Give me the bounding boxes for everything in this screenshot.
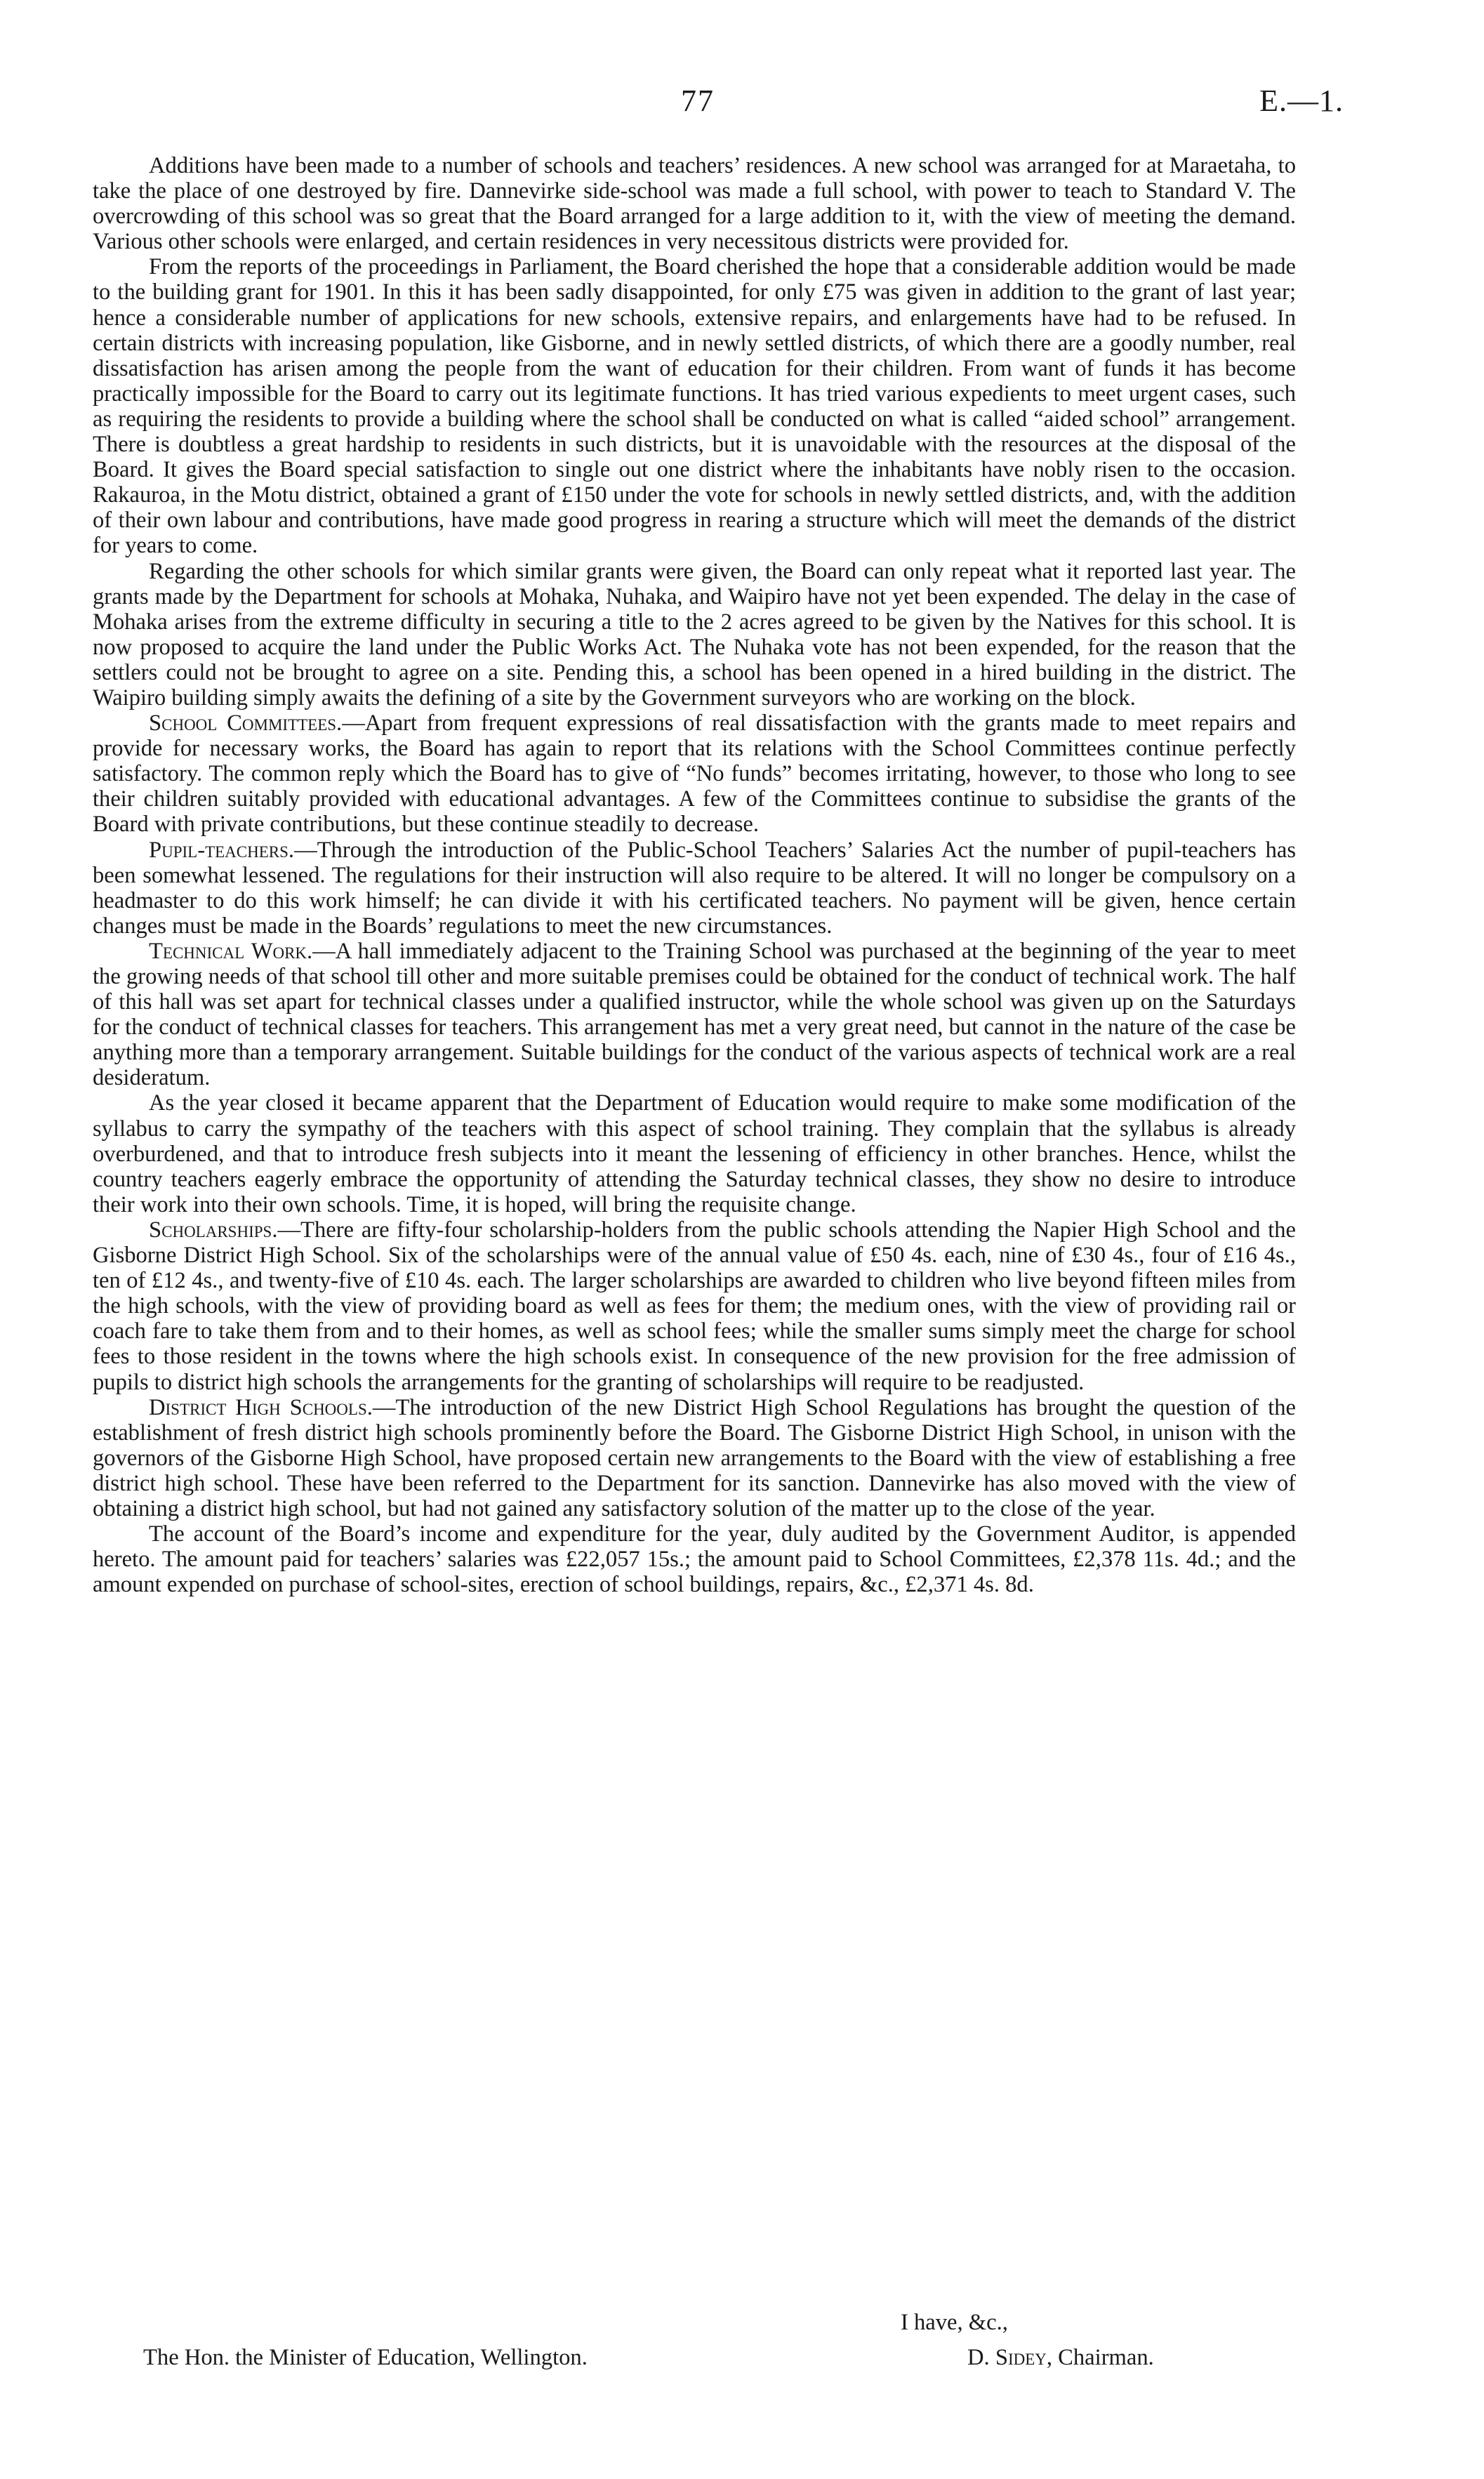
section-heading-scholarships: Scholarships.	[149, 1217, 278, 1243]
paragraph-technical-work: Technical Work.—A hall immediately adjacent to the Training School was purchased at the beginning of the year to meet the growing needs of that school till other and more suitable premises could be obtained for the conduct of technical work. The half of this hall was set apart for technical classes under a qualified instructor, while the whole school was given up on the Saturdays for the conduct of technical classes for teachers. This arrangement has met a very great need, but cannot in the nature of the case be anything more than a temporary arrangement. Suitable buildings for the conduct of the various aspects of technical work are a real desideratum.	[93, 938, 1296, 1091]
signer	[967, 2345, 1154, 2371]
paragraph-other-schools: Regarding the other schools for which similar grants were given, the Board can only repeat what it reported last year. The grants made by the Department for schools at Mohaka, Nuhaka, and Waipiro have not yet been expended. The delay in the case of Mohaka arises from the extreme difficulty in securing a title to the 2 acres agreed to be given by the Natives for this school. It is now proposed to acquire the land under the Public Works Act. The Nuhaka vote has not been expended, for the reason that the settlers could not be brought to agree on a site. Pending this, a school has been opened in a hired building in the district. The Waipiro building simply awaits the defining of a site by the Government surveyors who are working on the block.	[93, 558, 1296, 710]
paragraph-school-committees: School Committees.—Apart from frequent expressions of real dissatisfaction with the grants made to meet repairs and provide for necessary works, the Board has again to report that its relations with the School Committees continue perfectly satisfactory. The common reply which the Board has to give of “No funds” becomes irritating, however, to those who long to see their children suitably provided with educational advantages. A few of the Committees continue to subsidise the grants of the Board with private contributions, but these continue steadily to decrease.	[93, 710, 1296, 838]
report-body	[93, 153, 1296, 1597]
paragraph-pupil-teachers: Pupil-teachers.—Through the introduction of the Public-School Teachers’ Salaries Act the number of pupil-teachers has been somewhat lessened. The regulations for their instruction will also require to be altered. It will no longer be compulsory on a headmaster to do this work himself; he can divide it with his certificated teachers. No payment will be given, hence certain changes must be made in the Boards’ regulations to meet the new circumstances.	[93, 837, 1296, 939]
paragraph-building-grant: From the reports of the proceedings in Parliament, the Board cherished the hope that a considerable addition would be made to the building grant for 1901. In this it has been sadly disappointed, for only £75 was given in addition to the grant of last year; hence a considerable number of applications for new schools, extensive repairs, and enlargements have had to be refused. In certain districts with increasing population, like Gisborne, and in newly settled districts, of which there are a goodly number, real dissatisfaction has arisen among the people from the want of education for their children. From want of funds it has become practically impossible for the Board to carry out its legitimate functions. It has tried various expedients to meet urgent cases, such as requiring the residents to provide a building where the school shall be conducted on what is called “aided school” arrangement. There is doubtless a great hardship to residents in such districts, but it is unavoidable with the resources at the disposal of the Board. It gives the Board special satisfaction to single out one district where the inhabitants have nobly risen to the occasion. Rakauroa, in the Motu district, obtained a grant of £150 under the vote for schools in newly settled districts, and, with the addition of their own labour and contributions, have made good progress in rearing a structure which will meet the demands of the district for years to come.	[93, 254, 1296, 559]
signer-initial: D.	[967, 2345, 990, 2370]
paragraph-accounts: The account of the Board’s income and expenditure for the year, duly audited by the Government Auditor, is appended hereto. The amount paid for teachers’ salaries was £22,057 15s.; the amount paid to School Committees, £2,378 11s. 4d.; and the amount expended on purchase of school-sites, erection of school buildings, repairs, &c., £2,371 4s. 8d.	[93, 1521, 1296, 1598]
page-number: 77	[681, 84, 715, 118]
section-heading-pupil-teachers: Pupil-teachers.	[149, 837, 295, 863]
paragraph-additions: Additions have been made to a number of schools and teachers’ residences. A new school was arranged for at Maraetaha, to take the place of one destroyed by fire. Dannevirke side-school was made a full school, with power to teach to Standard V. The overcrowding of this school was so great that the Board arranged for a large addition to it, with the view of meeting the demand. Various other schools were enlarged, and certain residences in very necessitous districts were provided for.	[93, 153, 1296, 255]
section-heading-district-high-schools: District High Schools.	[149, 1394, 373, 1420]
addressee: The Hon. the Minister of Education, Wellington.	[143, 2345, 588, 2370]
letter-signoff: I have, &c.,	[901, 2310, 1008, 2335]
document-reference: E.—1.	[1259, 84, 1344, 118]
paragraph-district-high-schools: District High Schools.—The introduction of the new District High School Regulations has brought the question of the establishment of fresh district high schools prominently before the Board. The Gisborne District High School, in unison with the governors of the Gisborne High School, have proposed certain new arrangements to the Board with the view of establishing a free district high school. These have been referred to the Department for its sanction. Dannevirke has also moved with the view of obtaining a district high school, but had not gained any satisfactory solution of the matter up to the close of the year.	[93, 1394, 1296, 1521]
section-heading-technical-work: Technical Work.	[149, 938, 313, 964]
signer-title: , Chairman.	[1046, 2345, 1154, 2370]
section-heading-school-committees: School Committees.	[149, 710, 343, 736]
paragraph-scholarships: Scholarships.—There are fifty-four scholarship-holders from the public schools attending the Napier High School and the Gisborne District High School. Six of the scholarships were of the annual value of £50 4s. each, nine of £30 4s., four of £16 4s., ten of £12 4s., and twenty-five of £10 4s. each. The larger scholarships are awarded to children who live beyond fifteen miles from the high schools, with the view of providing board as well as fees for them; the medium ones, with the view of providing rail or coach fare to take them from and to their homes, as well as school fees; while the smaller sums simply meet the charge for school fees to those resident in the towns where the high schools exist. In consequence of the new provision for the free admission of pupils to district high schools the arrangements for the granting of scholarships will require to be readjusted.	[93, 1217, 1296, 1395]
page-header	[0, 83, 1484, 125]
signature-row	[0, 2345, 1484, 2376]
paragraph-syllabus: As the year closed it became apparent that the Department of Education would require to make some modification of the syllabus to carry the sympathy of the teachers with this aspect of school training. They complain that the syllabus is already overburdened, and that to introduce fresh subjects into it meant the lessening of efficiency in other branches. Hence, whilst the country teachers eagerly embrace the opportunity of attending the Saturday technical classes, they show no desire to introduce their work into their own schools. Time, it is hoped, will bring the requisite change.	[93, 1090, 1296, 1217]
signer-surname: Sidey	[995, 2345, 1047, 2370]
